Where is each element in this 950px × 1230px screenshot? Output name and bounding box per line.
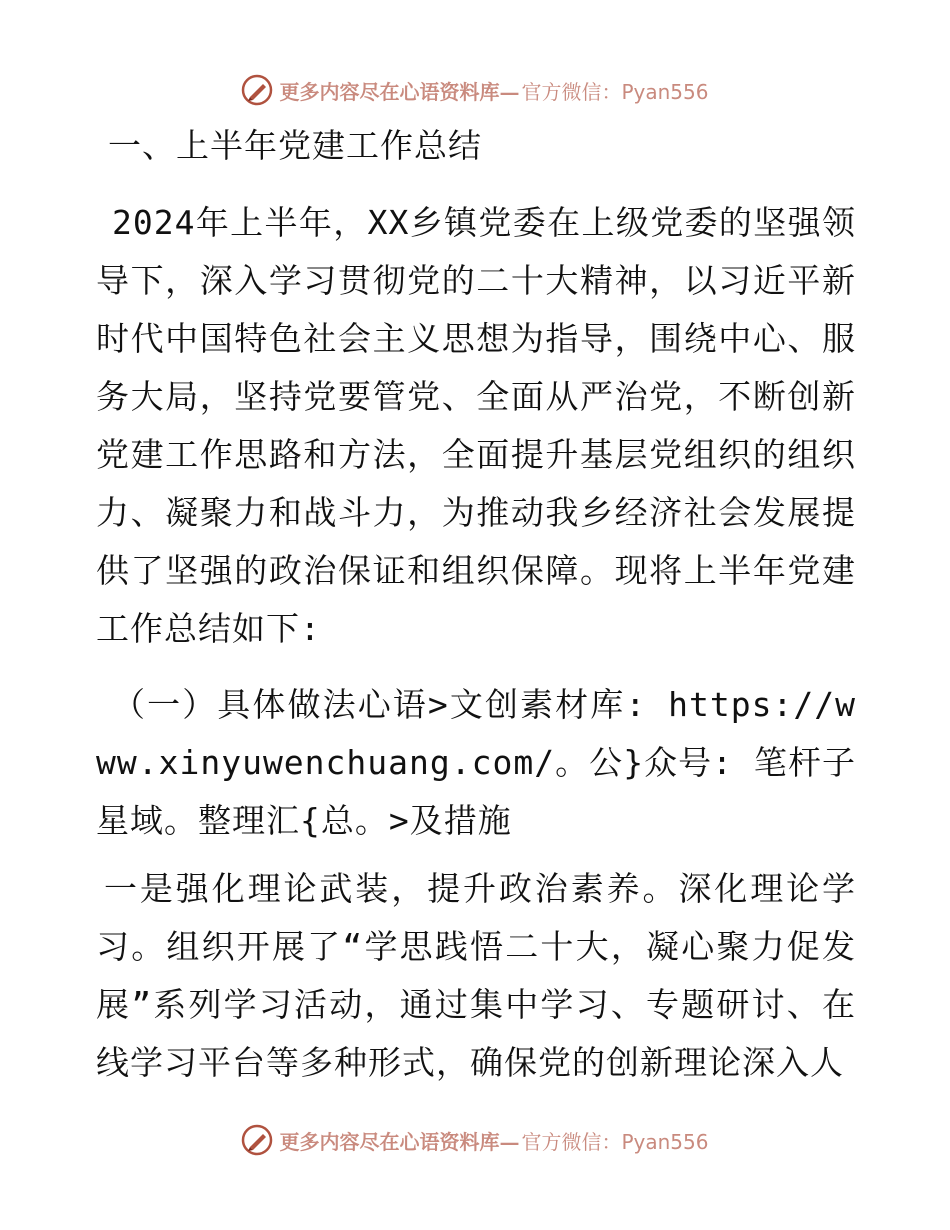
watermark-official: 官方微信：Pyan556: [521, 79, 709, 104]
watermark-footer: [0, 1120, 950, 1160]
watermark-text: 更多内容尽在心语资料库—: [279, 79, 520, 104]
watermark-header: [0, 70, 950, 110]
pen-logo-icon: [241, 74, 273, 106]
intro-paragraph: 2024年上半年，XX乡镇党委在上级党委的坚强领导下，深入学习贯彻党的二十大精神，以习近平新时代中国特色社会主义思想为指导，围绕中心、服务大局，坚持党要管党、全面从严治党，不断创新党建工作思路和方法，全面提升基层党组织的组织力、凝聚力和战斗力，为推动我乡经济社会发展提供了坚强的政治保证和组织保障。现将上半年党建工作总结如下:: [96, 203, 856, 648]
section-heading: 一、上半年党建工作总结: [108, 126, 482, 165]
watermark-text: 更多内容尽在心语资料库—: [279, 1129, 520, 1154]
subsection-heading: （一）具体做法心语>文创素材库: https://www.xinyuwenchuang.com/。公}众号: 笔杆子星域。整理汇{总。>及措施: [96, 685, 856, 840]
body-paragraph: 一是强化理论武装，提升政治素养。深化理论学习。组织开展了“学思践悟二十大，凝心聚力促发展”系列学习活动，通过集中学习、专题研讨、在线学习平台等多种形式，确保党的创新理论深入人: [96, 869, 856, 1082]
watermark-official: 官方微信：Pyan556: [521, 1129, 709, 1154]
pen-logo-icon: [241, 1124, 273, 1156]
